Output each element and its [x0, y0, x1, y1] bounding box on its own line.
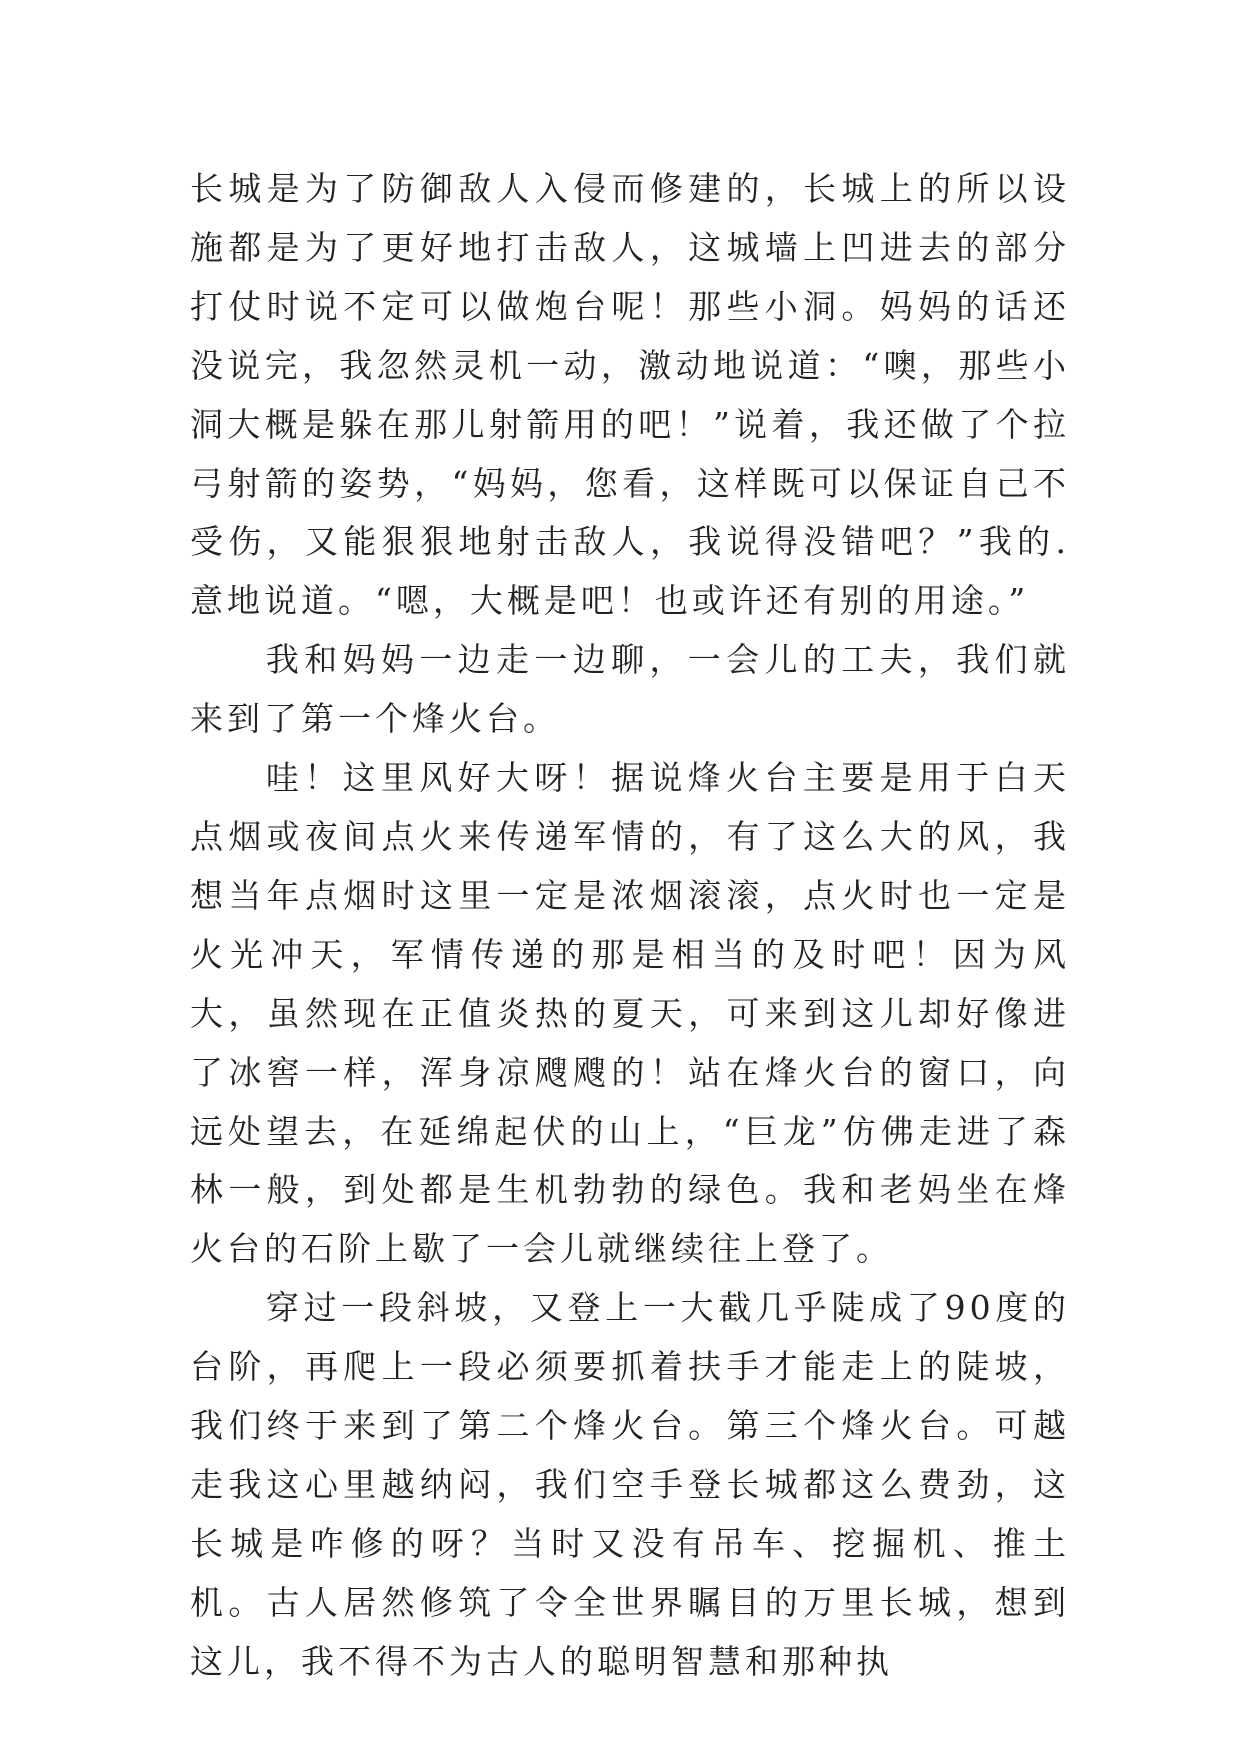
paragraph-2: 我和妈妈一边走一边聊，一会儿的工夫，我们就来到了第一个烽火台。 [190, 640, 1070, 739]
paragraph-4: 穿过一段斜坡，又登上一大截几乎陡成了90度的台阶，再爬上一段必须要抓着扶手才能走上的陡坡，我们终于来到了第二个烽火台。第三个烽火台。可越走我这心里越纳闷，我们空手登长城都这么费劲，这长城是咋修的呀？当时又没有吊车、挖掘机、推土机。古人居然修筑了令全世界瞩目的万里长城，想到这儿，我不得不为古人的聪明智慧和那种执 [190, 1288, 1070, 1681]
paragraph-1: 长城是为了防御敌人入侵而修建的，长城上的所以设施都是为了更好地打击敌人，这城墙上凹进去的部分打仗时说不定可以做炮台呢！那些小洞。妈妈的话还没说完，我忽然灵机一动，激动地说道：“噢，那些小洞大概是躲在那儿射箭用的吧！”说着，我还做了个拉弓射箭的姿势，“妈妈，您看，这样既可以保证自己不受伤，又能狠狠地射击敌人，我说得没错吧？”我的.意地说道。“嗯，大概是吧！也或许还有别的用途。” [190, 169, 1070, 621]
document-body [190, 160, 1070, 1692]
paragraph-3: 哇！这里风好大呀！据说烽火台主要是用于白天点烟或夜间点火来传递军情的，有了这么大的风，我想当年点烟时这里一定是浓烟滚滚，点火时也一定是火光冲天，军情传递的那是相当的及时吧！因为风大，虽然现在正值炎热的夏天，可来到这儿却好像进了冰窖一样，浑身凉飕飕的！站在烽火台的窗口，向远处望去，在延绵起伏的山上，“巨龙”仿佛走进了森林一般，到处都是生机勃勃的绿色。我和老妈坐在烽火台的石阶上歇了一会儿就继续往上登了。 [190, 758, 1070, 1269]
